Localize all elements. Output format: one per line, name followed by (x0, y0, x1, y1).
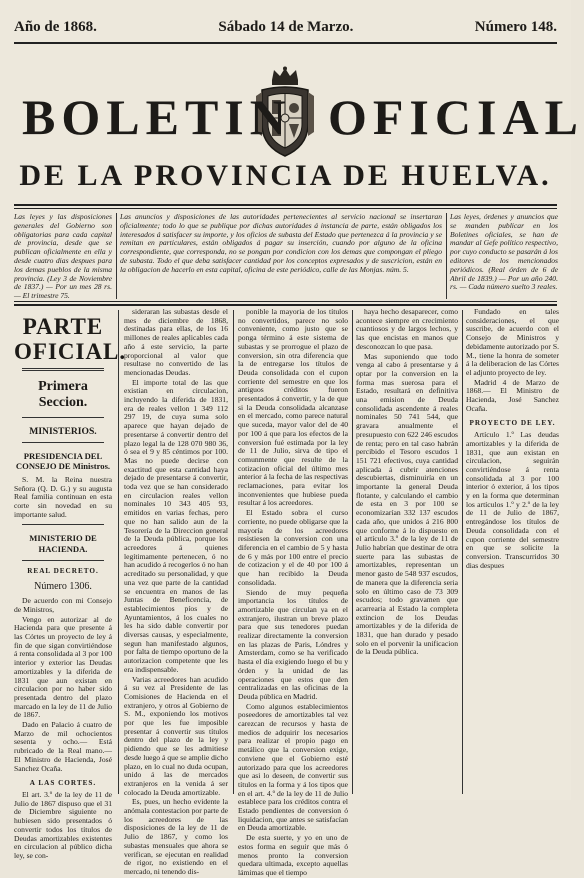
masthead-rule (14, 42, 557, 44)
notice-rule-thick (14, 304, 557, 306)
paragraph: ponible la mayoria de los títulos no convertidos, parece no solo conveniente, como justo que se ponga término á este sistema de subastas y se prorrogue el plazo de conversion, sin otra diferencia que la de entregarse los títulos de Deuda consolidada con el cupon corriente del semestre en que los antiguos créditos fueron presentados á convertir, y la de que si la Deuda consolidada alcanzase en el mercado, como parece natural que suceda, mayor valor del de 40 por 100 á que para los efectos de la conversion fué estimada por la ley de 11 de Julio, sirva de tipo el comunmente que resulte de la cotizacion oficial del último mes anterior á la fecha de las respectivas reclamaciones, para evitar los inconvenientes que hubiese pueda resultar á los acreedores. (238, 307, 348, 508)
paragraph: Varias acreedores han acudido á su vez al Presidente de las Comisiones de Hacienda en el extranjero, y otros al Gobierno de S. M., exponiendo los motivos por que les fue imposible presentar á convertir sus títulos dentro del plazo de la ley y pidiendo que se les admitiese desde luego á que se amplie dicho plazo, en lo cual no duda ocupan, unido á las de mercados extranjeros en la venida á ser colocado la Deuda amortizable. (124, 674, 228, 797)
column-2 (124, 307, 228, 876)
title-right: OFICIAL (328, 89, 584, 145)
title-left: BOLETIN (22, 89, 292, 145)
notice-right: Las leyes, órdenes y anuncios que se manden publicar en los Boletines oficiales, se han de mandar al Gefe político respectivo, por cuyo conducto se pasarán á los editores de los mencionados periódicos. (Real órden de 6 de Abril de 1839.) — Por un año 240. rs. — Cada número suelto 3 reales. (450, 212, 558, 292)
presidencia-heading: PRESIDENCIA DEL CONSEJO DE Ministros. (15, 451, 111, 471)
column-4 (356, 308, 458, 794)
presidencia-text: S. M. la Reina nuestra Señora (Q. D. G.) y su augusta Real familia continuan en esta corte sin novedad en su importante salud. (14, 475, 112, 519)
column-1 (14, 308, 127, 860)
hacienda-heading: MINISTERIO DE HACIENDA. (29, 532, 97, 554)
paragraph: Artículo 1.º Las deudas amortizables y la diferida de 1831, que aun existan en circulacion, seguirán convirtiéndose á renta consolidada al 3 por 100 interior ó exterior, á los tipos y en la forma que determinan los artículos 1.º y 2.º de la ley de 11 de Julio de 1867, entregándose los títulos de Deuda consolidada con el cupon corriente del semestre en que se solicite la conversion. Transcurridos 30 dias despues (466, 430, 559, 570)
paragraph: De esta suerte, y yo en uno de estos forma en seguir que más ó menos pronto la conversion quedara ultimada, excepto aquellas lámimas que el tiempo (238, 833, 348, 877)
year-label: Año de 1868. (14, 18, 97, 35)
divider (22, 417, 104, 418)
primera-seccion-heading: Primera Seccion. (38, 379, 88, 410)
column-divider (118, 310, 119, 794)
masthead-topbar (14, 14, 557, 40)
paragraph: Como algunos establecimientos poseedores de amortizables tal vez carezcan de recursos y hasta de medios de adquirir los necesarios para realizar el propio pago en metálico que la conversion exige, conviene que el Gobierno esté autorizado para que los acreedores que asi lo deseen, de convertir sus títulos en la forma y á los tipos que en el art. 4.º de la ley de 11 de Julio establece para los créditos contra el Estado pendientes de conversion ó liquidacion, que antes se satisfacían en Deuda amortizable. (238, 701, 348, 833)
column-divider (352, 310, 353, 794)
paragraph: De acuerdo con mi Consejo de Ministros, (14, 596, 112, 614)
notice-divider (446, 213, 447, 299)
paragraph: El art. 3.º de la ley de 11 de Julio de 1867 dispuso que el 31 de Diciembre siguiente no hubiesen sido presentados ó convertir todos los títulos de Deudas amortizables existentes en circulacion al público dicha ley, se con- (14, 789, 112, 860)
subtitle-rule (14, 204, 557, 206)
a-las-cortes-heading: A LAS CORTES. (29, 779, 97, 788)
paragraph: Mas suponiendo que todo venga al cabo á presentarse y á optar por la conversion en la forma mas suerosa para el Estado, resultará en definitiva una emision de Deuda consolidada ascendente á reales nominales 50 741 544, que gravara anualmente el presupuesto con 622 246 escudos de renta; pero en tal caso habrán percibido el Tesoro escudos 1 151 721 efectivos, cuya cantidad aplicada á cubrir atenciones descubiertas, disminuiría en un importante la general Deuda flotante, y calculando el cambio de esta en 3 por 100 se economizarían 332 137 escudos cada año, que unidos á 216 800 que conforme á lo dispuesto en el artículo 3.º de la ley de 11 de Julio habrían que destinar de otra suerte para las subastas de amortizables, representan un menor gasto de 548 937 escudos, de manera que la diferencia seria solo en último caso de 73 309 escudos; todo gravamen que acarrearia al Estado la completa extincion de los Deudas amortizables y de la diferida de 1831, que han durado y pesado solo en el porvenir la unificacion de la Deuda pública. (356, 351, 458, 657)
notice-center: Las anuncios y disposiciones de las autoridades pertenecientes al servicio nacional se insertaran oficialmente; todo lo que se publique por dichas autoridades á instancia de parte, están obligados los interesados á satisfacer su importe, y los oficios de subasta del Estado que pertenezca á la provincia y se remitan en particulares, están obligados á pagar su inserción, cuando por alguno de la oficina correspondiente, que corresponda, no se pongan por condicion con los demas que compongan el pliego de subasta. Todo el que deba satisfacer cantidad por los conceptos expresados y de suscricion, están en la obligacion de hacerlo en esta capital, oficina de este periódico, calle de las Monjas. núm. 5. (120, 212, 442, 274)
numero-heading: Número 1306. (34, 581, 92, 593)
divider (22, 524, 104, 525)
ministerios-heading: MINISTERIOS. (29, 426, 97, 437)
paragraph: sideraran las subastas desde el mes de diciembre de 1868, destinadas para ellas, de los 16 millones de reales aplicables cada año á este servicio, la parte proporcional al valor que resultase no convertido de las mencionadas Deudas. (124, 307, 228, 377)
notice-rule (14, 301, 557, 302)
paragraph: Fundado en tales consideraciones, el que suscribe, de acuerdo con el Consejo de Ministros y debidamente autorizado por S. M., tiene la honra de someter á la deliberacion de las Córtes el adjunto proyecto de ley. (466, 307, 559, 377)
notice-left: Las leyes y las disposiciones generales del Gobierno son obligatorias para cada capital de provincia, desde que se publican oficialmente en ella y desde cuatro dias despues para los demas pueblos de la misma provincia. (Ley 3 de Noviembre de 1837.) — Por un mes 28 rs. — El trimestre 75. (14, 212, 112, 301)
column-5 (466, 308, 559, 794)
subtitle: DE LA PROVINCIA DE HUELVA. (19, 159, 552, 192)
real-decreto-heading: REAL DECRETO. (27, 566, 99, 575)
paragraph: Es, pues, un hecho evidente la anómala contestacion por parte de los acreedores de las disposiciones de la ley de 11 de Julio de 1867, y como los subastas mensuales que ahora se verifican, se ejecutan en realidad de rigor, no existiendo en el mercado, ni tenendo dis- (124, 797, 228, 876)
paragraph: Vengo en autorizar al de Hacienda para que presente á las Córtes un proyecto de ley á fin de que sigan convirtiéndose á renta consolidada al 3 por 100 interior y exterior las Deudas amortizables y la diferida de 1831 que aun existan en circulacion por no haber sido presentada dentro del plazo marcado en la ley de 11 de Julio de 1867. (14, 614, 112, 720)
paragraph: haya hecho desaparecer, como acontece siempre en crecimiento cuantiosos y de largos lechos, y las que encistas en manos que desconozcan lo que pasa. (356, 307, 458, 351)
notice-divider (116, 213, 117, 299)
divider (22, 560, 104, 561)
paragraph: Siendo de muy pequeña importancia los títulos de amortizable que circulan ya en el extranjero, ilustran un breve plazo para que sus tenedores puedan realizar directamente la conversion en las plazas de Paris, Lóndres y Amsterdam, como se ha verificado hasta el día exigiendo luego el bu y órden y la unidad de las operaciones que estos que den centralizadas en las oficinas de la Deuda pública en Madrid. (238, 587, 348, 701)
divider (22, 368, 104, 371)
column-divider (462, 310, 463, 794)
parte-oficial-heading: PARTE OFICIAL. (14, 314, 127, 364)
proyecto-de-ley-heading: PROYECTO DE LEY. (469, 419, 556, 428)
column-3 (238, 307, 348, 877)
paragraph: El importe total de las que existian en circulacion, incluyendo la diferida de 1831, era de reales vellon 1 349 112 297 19, de cuya suma solo aparece que hayan dejado de presentarse á convertir dentro del plazo legal la de 128 070 980 36, ó sea el 9 y 85 céntimos por 100. Mas no puede decirse con exactitud que esta cantidad haya dejado de presentarse á convertir, toda vez que se han considerado en circulacion reales vellon nominales 10 343 405 93, emitidos en varias fechas, pero que no han salido aun de la Tesorería de la Direccion general de la Deuda pública, porque los acreedores á quienes legítimamente pertenecen, ó no han acudido á recogerlos ó no han acreditado su personalidad, y que una vez que parte de la cantidad se encuentra en manos de las Juntas de Beneficencia, de establecimientos píos y de Ayuntamientos, á los cuales no les ha sido dable convertir por diversas causas, y especialmente, segun han manifestado algunos, por falta de tiempo oportuno de la autorizacion competente que les era indispensable. (124, 377, 228, 674)
subtitle-rule-thin (14, 208, 557, 209)
column-divider (233, 310, 234, 794)
issue-number: Número 148. (474, 18, 557, 35)
paragraph: Dado en Palacio á cuatro de Marzo de mil ochocientos sesenta y ocho.— Está rubricado de la Real mano.— El Ministro de Hacienda, José Sanchez Ocaña. (14, 720, 112, 773)
date-label: Sábado 14 de Marzo. (218, 18, 354, 35)
divider (22, 442, 104, 443)
paragraph: Madrid 4 de Marzo de 1868.— El Ministro de Hacienda, José Sanchez Ocaña. (466, 377, 559, 413)
paragraph: El Estado sobra el curso corriente, no puede obligarse que la mayoría de los acreedores resistiesen la conversion con una diferencia en el cambio de 5 y hasta de 6 y más por 100 entre el precio de cotizacion y el de 40 por 100 á que han recibido la Deuda consolidada. (238, 508, 348, 587)
